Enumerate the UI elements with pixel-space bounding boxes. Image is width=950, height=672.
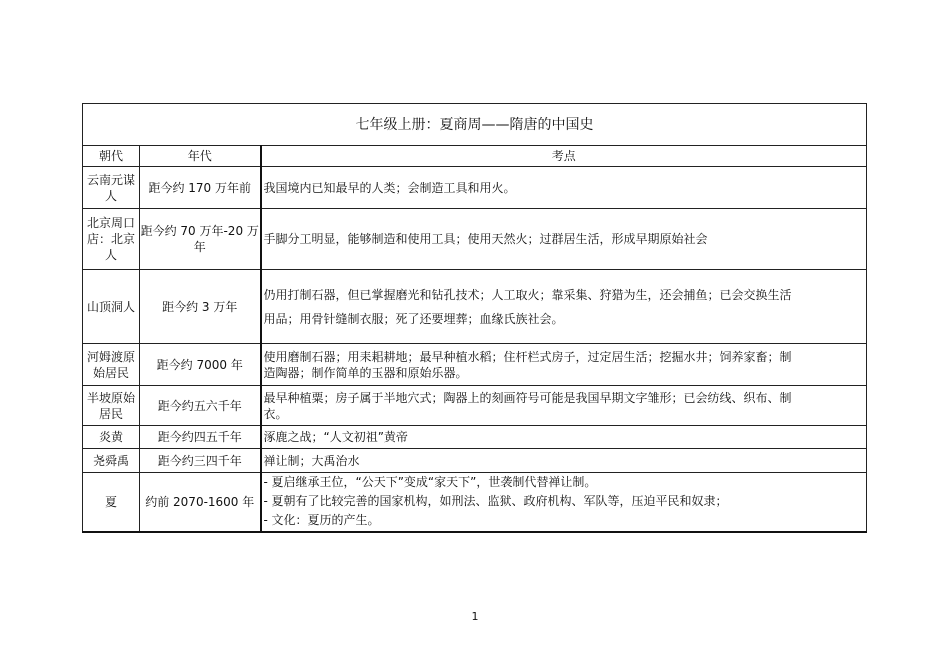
- cell-era: 距今约四五千年: [140, 426, 261, 449]
- point-line: [264, 511, 863, 530]
- point-line: 最早种植粟；房子属于半地穴式；陶器上的刻画符号可能是我国早期文字雏形；已会纺线、织布、制: [263, 390, 792, 405]
- header-era: 年代: [140, 146, 261, 167]
- cell-dynasty: 北京周口店：北京人: [83, 209, 140, 270]
- history-table: [82, 103, 867, 533]
- cell-dynasty: 炎黄: [83, 426, 140, 449]
- cell-dynasty: 山顶洞人: [83, 270, 140, 344]
- point-line: 使用磨制石器；用耒耜耕地；最早种植水稻；住杆栏式房子，过定居生活；挖掘水井；饲养家畜；制: [263, 349, 792, 364]
- table-row: [83, 473, 867, 532]
- cell-points: [261, 386, 867, 426]
- cell-era: 距今约 70 万年-20 万年: [140, 209, 261, 270]
- bullet-marker: -: [263, 494, 268, 509]
- cell-era: 距今约 3 万年: [140, 270, 261, 344]
- cell-points: [261, 449, 867, 473]
- cell-points: [261, 473, 867, 532]
- cell-era: 距今约 7000 年: [140, 344, 261, 386]
- table-row: [83, 209, 867, 270]
- table-row: [83, 270, 867, 344]
- table-header-row: [83, 146, 867, 167]
- header-points: 考点: [261, 146, 867, 167]
- point-line: 涿鹿之战；“人文初祖”黄帝: [263, 430, 408, 444]
- bullet-marker: -: [263, 513, 268, 528]
- table-title-row: [83, 104, 867, 146]
- point-line: 造陶器；制作简单的玉器和原始乐器。: [263, 365, 468, 380]
- point-line: 用品；用骨针缝制衣服；死了还要埋葬；血缘氏族社会。: [263, 311, 564, 326]
- cell-dynasty: 半坡原始居民: [83, 386, 140, 426]
- point-line: [264, 473, 863, 492]
- header-dynasty: 朝代: [83, 146, 140, 167]
- cell-era: 距今约三四千年: [140, 449, 261, 473]
- cell-era: 约前 2070-1600 年: [140, 473, 261, 532]
- page-number: 1: [471, 610, 479, 623]
- point-line: 仍用打制石器，但已掌握磨光和钻孔技术；人工取火；靠采集、狩猎为生，还会捕鱼；已会交换生活: [263, 287, 792, 302]
- cell-era: 距今约五六千年: [140, 386, 261, 426]
- cell-dynasty: 河姆渡原始居民: [83, 344, 140, 386]
- bullet-marker: -: [263, 475, 268, 490]
- cell-points: [261, 426, 867, 449]
- cell-points: [261, 344, 867, 386]
- table-row: [83, 449, 867, 473]
- table-row: [83, 386, 867, 426]
- cell-dynasty: 尧舜禹: [83, 449, 140, 473]
- table-title: 七年级上册：夏商周——隋唐的中国史: [83, 104, 867, 146]
- cell-dynasty: 夏: [83, 473, 140, 532]
- cell-points: [261, 167, 867, 209]
- point-text: 文化：夏历的产生。: [271, 513, 380, 528]
- cell-points: [261, 209, 867, 270]
- point-line: 衣。: [263, 406, 288, 421]
- point-line: 手脚分工明显，能够制造和使用工具；使用天然火；过群居生活，形成早期原始社会: [263, 232, 708, 246]
- point-line: [264, 492, 863, 511]
- point-text: 夏启继承王位，“公天下”变成“家天下”，世袭制代替禅让制。: [271, 475, 597, 490]
- cell-dynasty: 云南元谋人: [83, 167, 140, 209]
- point-text: 夏朝有了比较完善的国家机构，如刑法、监狱、政府机构、军队等，压迫平民和奴隶；: [271, 494, 728, 509]
- cell-points: [261, 270, 867, 344]
- cell-era: 距今约 170 万年前: [140, 167, 261, 209]
- table-row: [83, 426, 867, 449]
- table-row: [83, 344, 867, 386]
- table-row: [83, 167, 867, 209]
- point-line: 我国境内已知最早的人类；会制造工具和用火。: [263, 180, 516, 195]
- point-line: 禅让制；大禹治水: [263, 453, 360, 468]
